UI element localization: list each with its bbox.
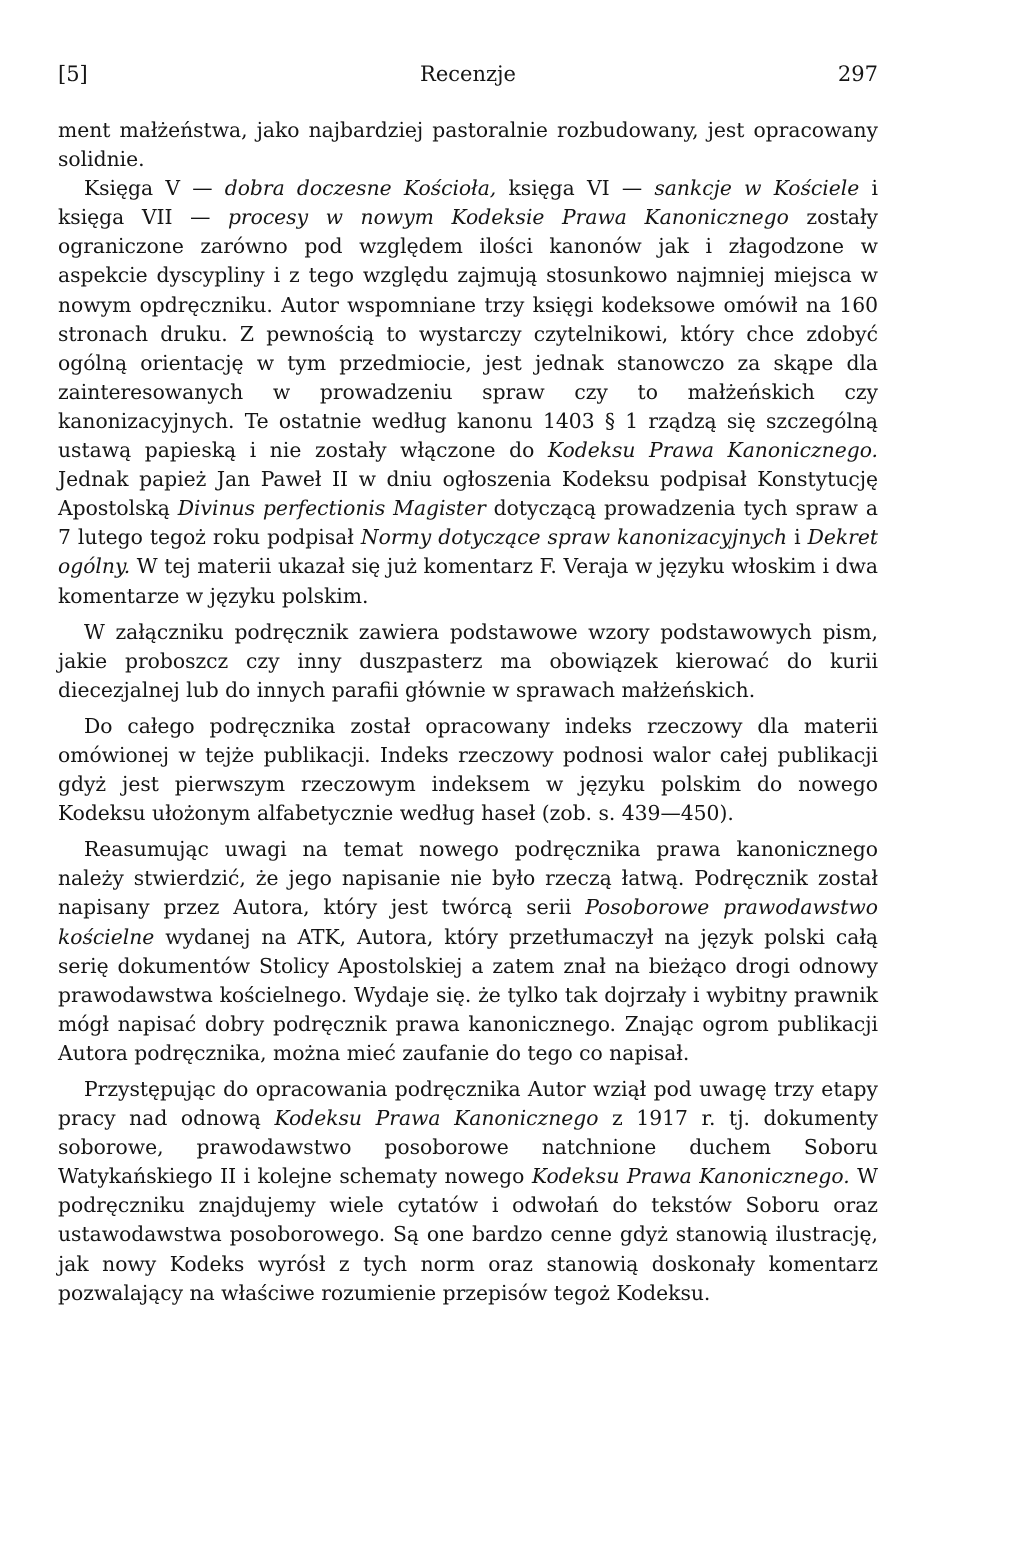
text-run: i księga VII —: [58, 176, 878, 230]
text-run: Jednak papież Jan Paweł II w dniu ogłoszenia Kodeksu podpisał Konstytucję Apostolską: [58, 467, 878, 521]
italic-text-run: dobra doczesne Kościoła,: [224, 176, 497, 201]
italic-text-run: Normy dotyczące spraw kanonizacyjnych: [360, 525, 788, 550]
italic-text-run: Posoborowe prawodawstwo kościelne: [58, 895, 879, 949]
text-run: Przystępując do opracowania podręcznika Autor wziął pod uwagę trzy etapy pracy nad odnową: [58, 1077, 878, 1131]
text-run: W podręczniku znajdujemy wiele cytatów i odwołań do tekstów Soboru oraz ustawodawstwa posoborowego. Są one bardzo cenne gdyż stanowią ilustrację, jak nowy Kodeks wyrósł z tych norm oraz stanowią doskonały komentarz pozwalający na właściwe rozumienie przepisów tegoż Kodeksu.: [58, 1164, 878, 1305]
italic-text-run: Dekret ogólny.: [58, 525, 879, 579]
text-run: Reasumując uwagi na temat nowego podręcznika prawa kanonicznego należy stwierdzić, że jego napisanie nie było rzeczą łatwą. Podręcznik został napisany przez Autora, który jest twórcą serii: [58, 837, 878, 920]
italic-text-run: Kodeksu Prawa Kanonicznego.: [531, 1164, 850, 1189]
paragraph-appendix: [58, 618, 878, 705]
page-marker: [5]: [58, 62, 88, 86]
paragraph-continuation: [58, 116, 878, 174]
text-run: zostały ograniczone zarówno pod względem ilości kanonów jak i złagodzone w aspekcie dyscypliny i z tego względu zajmują stosunkowo najmniej miejsca w nowym opdręczniku. Autor wspomniane trzy księgi kodeksowe omówił na 160 stronach druku. Z pewnością to wystarczy czytelnikowi, który chce zdobyć ogólną orientację w tym przedmiocie, jest jednak stanowczo za skąpe dla zainteresowanych w prowadzeniu spraw czy to małżeńskich czy kanonizacyjnych. Te ostatnie według kanonu 1403 § 1 rządzą się szczególną ustawą papieską i nie zostały włączone do: [58, 205, 878, 463]
italic-text-run: Kodeksu Prawa Kanonicznego.: [547, 438, 879, 463]
paragraph-summary: [58, 835, 878, 1068]
italic-text-run: sankcje w Kościele: [654, 176, 860, 201]
paragraph-index: [58, 712, 878, 828]
text-run: wydanej na ATK, Autora, który przetłumaczył na język polski całą serię dokumentów Stolicy Apostolskiej a zatem znał na bieżąco drogi odnowy prawodawstwa kościelnego. Wydaje się. że tylko tak dojrzały i wybitny prawnik mógł napisać dobry podręcznik prawa kanonicznego. Znając ogrom publikacji Autora podręcznika, można mieć zaufanie do tego co napisał.: [58, 924, 878, 1065]
italic-text-run: procesy w nowym Kodeksie Prawa Kanonicznego: [227, 205, 789, 230]
running-header: [58, 60, 878, 86]
body-text: [58, 116, 878, 1308]
text-run: z 1917 r. tj. dokumenty soborowe, prawodawstwo posoborowe natchnione duchem Soboru Watykańskiego II i kolejne schematy nowego: [58, 1106, 878, 1189]
text-run: dotyczącą prowadzenia tych spraw a 7 lutego tegoż roku podpisał: [58, 496, 878, 550]
text-run: ment małżeństwa, jako najbardziej pastoralnie rozbudowany, jest opracowany solidnie.: [58, 118, 878, 172]
text-run: księga VI —: [496, 176, 655, 201]
text-run: Do całego podręcznika został opracowany indeks rzeczowy dla materii omówionej w tejże publikacji. Indeks rzeczowy podnosi walor całej publikacji gdyż jest pierwszym rzeczowym indeksem w języku polskim do nowego Kodeksu ułożonym alfabetycznie według haseł (zob. s. 439—450).: [58, 713, 878, 826]
text-run: W tej materii ukazał się już komentarz F. Veraja w języku włoskim i dwa komentarze w języku polskim.: [58, 554, 878, 608]
text-run: Księga V —: [84, 176, 225, 201]
header-title: Recenzje: [420, 62, 516, 86]
paragraph-books-v-vii: [58, 174, 878, 610]
italic-text-run: Kodeksu Prawa Kanonicznego: [274, 1106, 599, 1131]
document-page: [58, 60, 878, 1308]
page-number: 297: [837, 62, 878, 86]
text-run: i: [787, 525, 808, 550]
paragraph-work-stages: [58, 1075, 878, 1308]
italic-text-run: Divinus perfectionis Magister: [177, 496, 486, 521]
text-run: W załączniku podręcznik zawiera podstawowe wzory podstawowych pism, jakie proboszcz czy inny duszpasterz ma obowiązek kierować do kurii diecezjalnej lub do innych parafii głównie w sprawach małżeńskich.: [58, 619, 878, 702]
